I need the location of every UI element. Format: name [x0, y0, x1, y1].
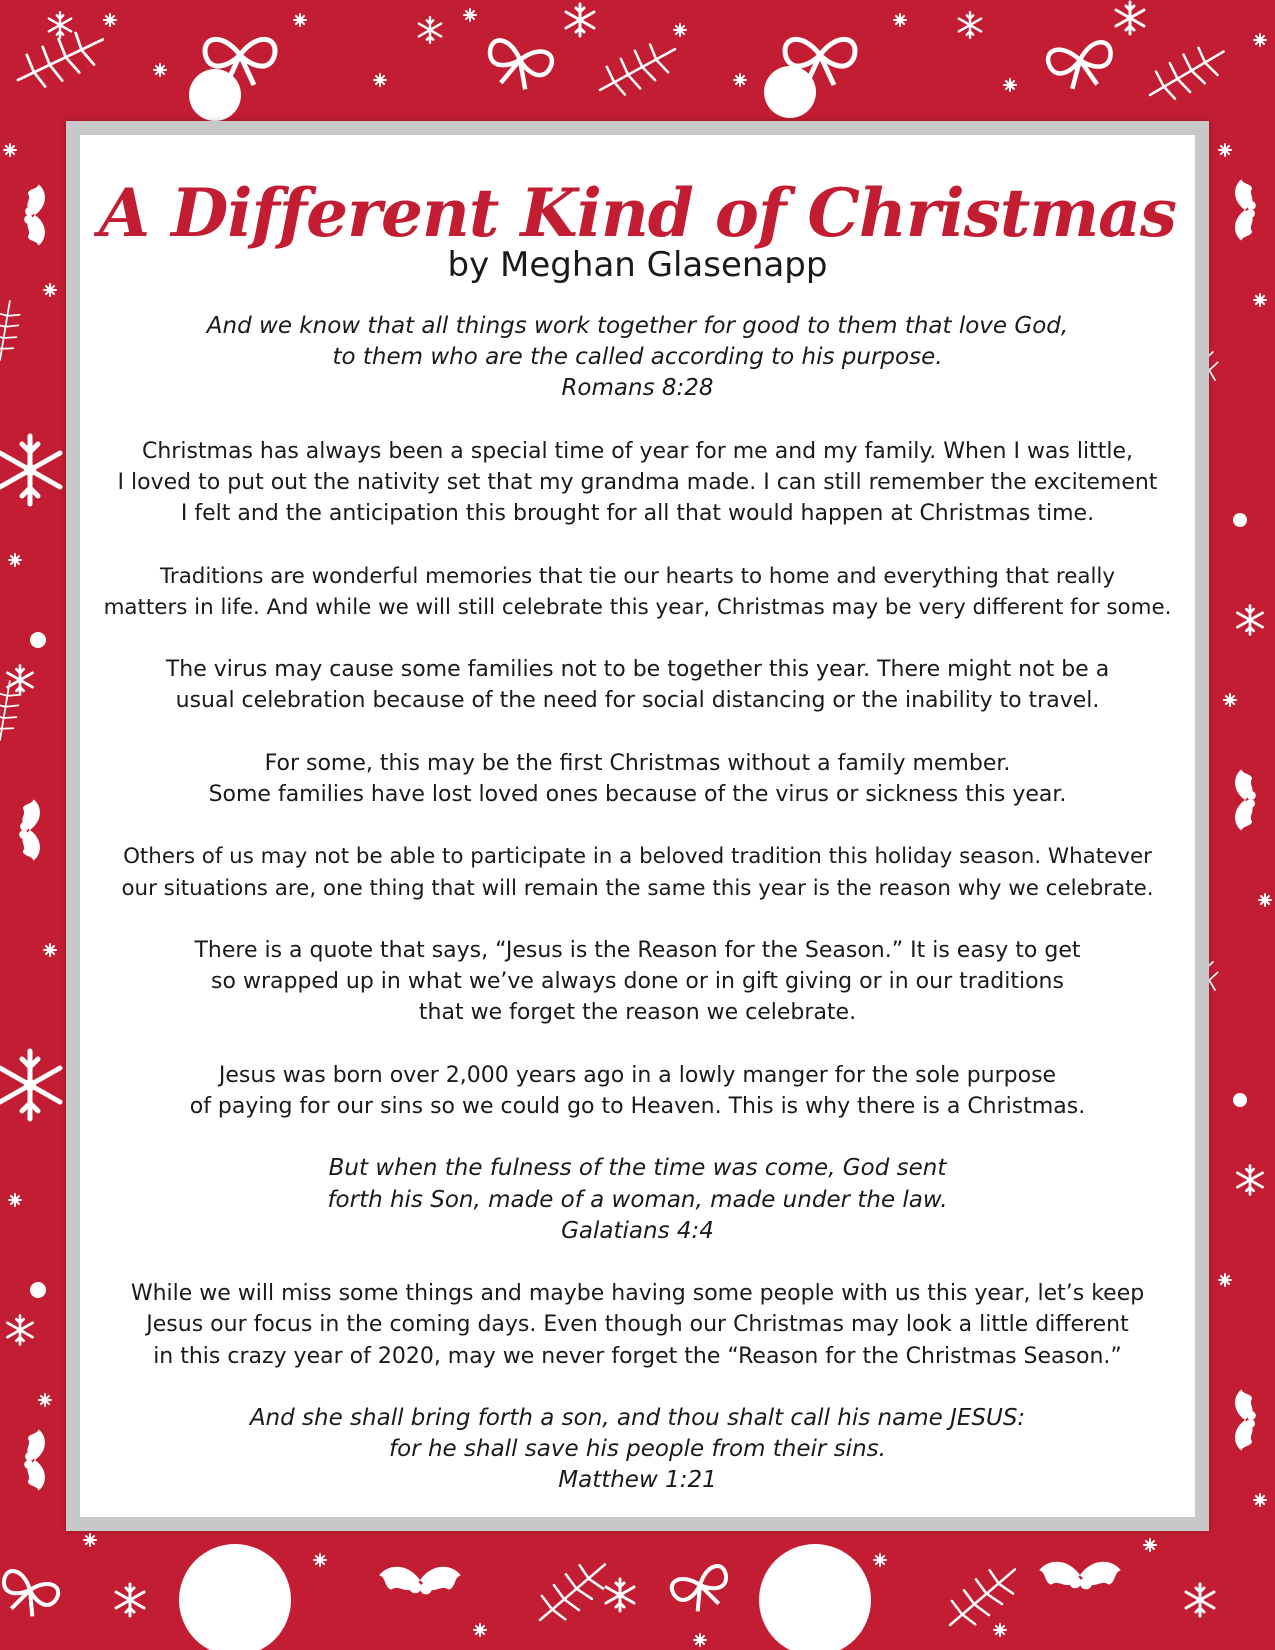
star-icon — [1254, 34, 1266, 46]
paragraph-3 — [80, 654, 1195, 716]
star-icon — [1254, 294, 1266, 306]
star-icon — [44, 284, 56, 296]
paragraph-line: I loved to put out the nativity set that my grandma made. I can still remember the excitement — [117, 470, 1158, 495]
star-icon — [474, 1624, 486, 1636]
document-title: A Different Kind of Christmas — [98, 174, 1177, 252]
verse-matthew — [80, 1403, 1195, 1497]
star-icon — [994, 1624, 1006, 1636]
berry-icon — [1233, 513, 1247, 527]
paragraph-line: in this crazy year of 2020, may we never forget the “Reason for the Christmas Season.” — [153, 1343, 1122, 1369]
berry-icon — [30, 1282, 46, 1298]
paragraph-line: The virus may cause some families not to be together this year. There might not be a — [165, 657, 1110, 683]
star-icon — [894, 14, 906, 26]
paragraph-line: so wrapped up in what we’ve always done or in gift giving or in our traditions — [211, 969, 1064, 995]
verse-galatians — [80, 1153, 1195, 1247]
star-icon — [1254, 1494, 1266, 1506]
bell-icon — [189, 69, 241, 121]
star-icon — [694, 1634, 706, 1646]
bell-icon — [764, 66, 816, 118]
star-icon — [1224, 694, 1236, 706]
star-icon — [464, 9, 476, 21]
verse-reference: Matthew 1:21 — [558, 1467, 717, 1494]
verse-romans — [80, 311, 1195, 405]
paragraph-line: For some, this may be the first Christmas without a family member. — [264, 750, 1011, 776]
paragraph-line: of paying for our sins so we could go to Heaven. This is why there is a Christmas. — [189, 1093, 1086, 1119]
document-page — [80, 135, 1195, 1517]
paragraph-4 — [80, 748, 1195, 810]
star-icon — [1144, 1539, 1156, 1551]
verse-line: forth his Son, made of a woman, made under the law. — [327, 1186, 948, 1213]
verse-line: And we know that all things work together for good to them that love God, — [206, 313, 1069, 339]
paragraph-line: Some families have lost loved ones because of the virus or sickness this year. — [208, 781, 1067, 807]
verse-reference: Galatians 4:4 — [561, 1217, 714, 1244]
paragraph-1 — [80, 436, 1195, 530]
paragraph-7 — [80, 1060, 1195, 1122]
berry-icon — [30, 632, 46, 648]
paragraph-8 — [80, 1278, 1195, 1372]
verse-reference: Romans 8:28 — [561, 375, 714, 402]
paragraph-line: Traditions are wonderful memories that tie our hearts to home and everything that really — [159, 563, 1116, 589]
document-body — [80, 311, 1195, 1528]
star-icon — [1219, 144, 1231, 156]
star-icon — [374, 74, 386, 86]
star-icon — [1219, 1274, 1231, 1286]
star-icon — [1004, 79, 1016, 91]
author-byline: by Meghan Glasenapp — [447, 245, 828, 285]
star-icon — [9, 1194, 21, 1206]
star-icon — [9, 554, 21, 566]
paragraph-line: Christmas has always been a special time of year for me and my family. When I was little, — [142, 438, 1133, 464]
paragraph-line: While we will miss some things and maybe having some people with us this year, let’s keep — [130, 1281, 1145, 1307]
white-card-frame — [66, 121, 1209, 1531]
paragraph-line: our situations are, one thing that will remain the same this year is the reason why we celebrate. — [121, 875, 1154, 901]
star-icon — [294, 14, 306, 26]
paragraph-line: Jesus was born over 2,000 years ago in a lowly manger for the sole purpose — [218, 1062, 1057, 1088]
star-icon — [674, 24, 686, 36]
star-icon — [154, 64, 166, 76]
star-icon — [4, 144, 16, 156]
star-icon — [314, 1554, 326, 1566]
verse-line: But when the fulness of the time was come, God sent — [328, 1155, 947, 1182]
star-icon — [44, 944, 56, 956]
paragraph-2 — [80, 561, 1195, 623]
verse-line: to them who are the called according to his purpose. — [332, 344, 943, 371]
paragraph-line: Jesus our focus in the coming days. Even though our Christmas may look a little different — [146, 1312, 1129, 1338]
paragraph-5 — [80, 841, 1195, 903]
berry-icon — [1233, 1093, 1247, 1107]
paragraph-line: that we forget the reason we celebrate. — [418, 1000, 857, 1026]
star-icon — [104, 14, 116, 26]
star-icon — [734, 74, 746, 86]
star-icon — [1259, 894, 1271, 906]
paragraph-6 — [80, 935, 1195, 1029]
verse-line: And she shall bring forth a son, and thou shalt call his name JESUS: — [249, 1404, 1026, 1431]
paragraph-line: usual celebration because of the need for social distancing or the inability to travel. — [175, 688, 1100, 714]
paragraph-line: matters in life. And while we will still celebrate this year, Christmas may be very different for some. — [103, 594, 1172, 620]
verse-line: for he shall save his people from their sins. — [389, 1436, 886, 1463]
star-icon — [39, 1394, 51, 1406]
paragraph-line: I felt and the anticipation this brought for all that would happen at Christmas time. — [180, 501, 1095, 527]
paragraph-line: There is a quote that says, “Jesus is the Reason for the Season.” It is easy to get — [194, 937, 1081, 963]
star-icon — [84, 1534, 96, 1546]
paragraph-line: Others of us may not be able to participate in a beloved tradition this holiday season. Whatever — [123, 844, 1152, 870]
star-icon — [874, 1554, 886, 1566]
